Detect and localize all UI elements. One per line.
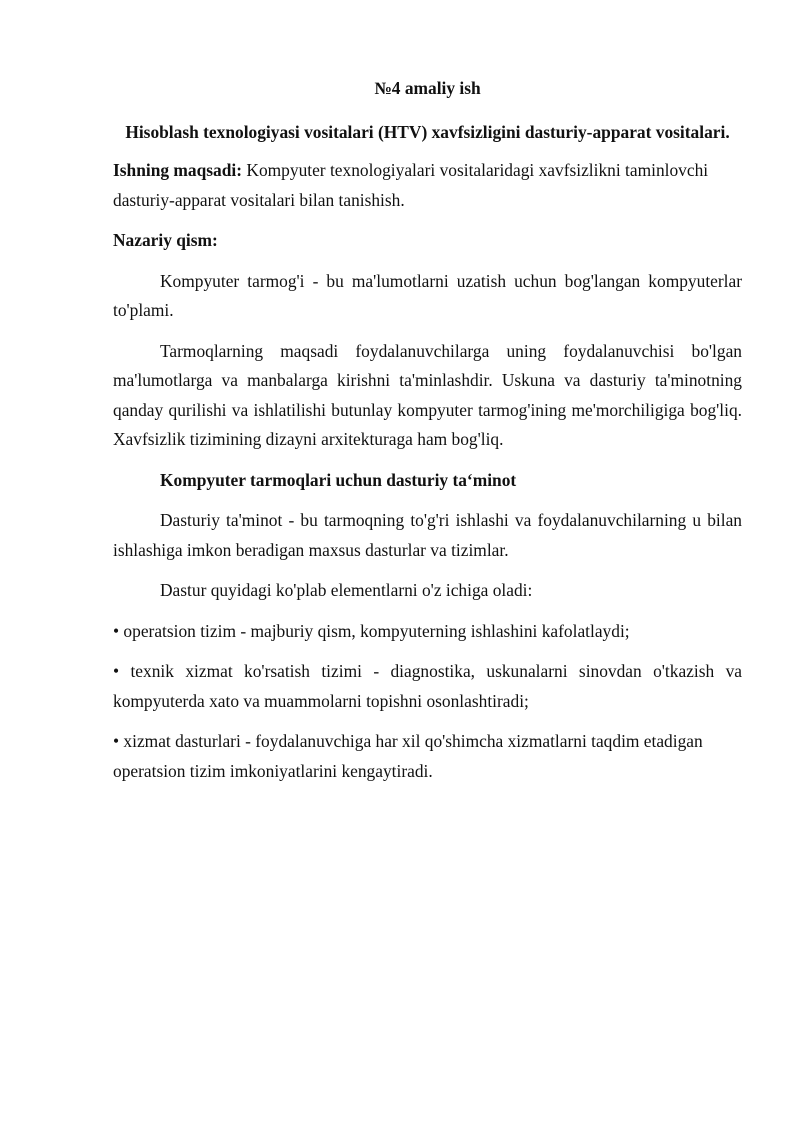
goal-text: Kompyuter texnologiyalari vositalaridagi xavfsizlikni taminlovchi dasturiy-apparat vositalari bilan tanishish.	[113, 160, 709, 210]
theory-heading: Nazariy qism:	[113, 230, 218, 250]
document-body	[113, 74, 742, 797]
goal-label: Ishning maqsadi:	[113, 160, 243, 180]
network-definition-paragraph: Kompyuter tarmog'i - bu ma'lumotlarni uzatish uchun bog'langan kompyuterlar to'plami.	[113, 270, 742, 320]
software-definition-paragraph: Dasturiy ta'minot - bu tarmoqning to'g'ri ishlashi va foydalanuvchilarning u bilan ishlashiga imkon beradigan maxsus dasturlar va tizimlar.	[113, 510, 742, 560]
network-purpose-paragraph: Tarmoqlarning maqsadi foydalanuvchilarga uning foydalanuvchisi bo'lgan ma'lumotlarga va manbalarga kirishni ta'minlashdir. Uskuna va dasturiy ta'minotning qanday qurilishi va ishlatilishi butunlay kompyuter tarmog'ining me'morchiligiga bog'liq. Xavfsizlik tizimining dizayni arxitekturaga ham bog'liq.	[113, 340, 742, 449]
document-number: №4 amaliy ish	[374, 78, 481, 98]
bullet-item: • operatsion tizim - majburiy qism, kompyuterning ishlashini kafolatlaydi;	[113, 620, 630, 641]
program-elements-intro: Dastur quyidagi ko'plab elementlarni o'z ichiga oladi:	[160, 580, 533, 600]
goal-paragraph	[113, 156, 742, 215]
document-title: Hisoblash texnologiyasi vositalari (HTV) xavfsizligini dasturiy-apparat vositalari.	[125, 121, 730, 142]
bullet-item: • texnik xizmat ko'rsatish tizimi - diagnostika, uskunalarni sinovdan o'tkazish va kompyuterda xato va muammolarni topishni osonlashtiradi;	[113, 661, 742, 711]
software-heading: Kompyuter tarmoqlari uchun dasturiy taʻminot	[160, 469, 517, 490]
bullet-item: • xizmat dasturlari - foydalanuvchiga har xil qo'shimcha xizmatlarni taqdim etadigan operatsion tizim imkoniyatlarini kengaytiradi.	[113, 731, 703, 781]
